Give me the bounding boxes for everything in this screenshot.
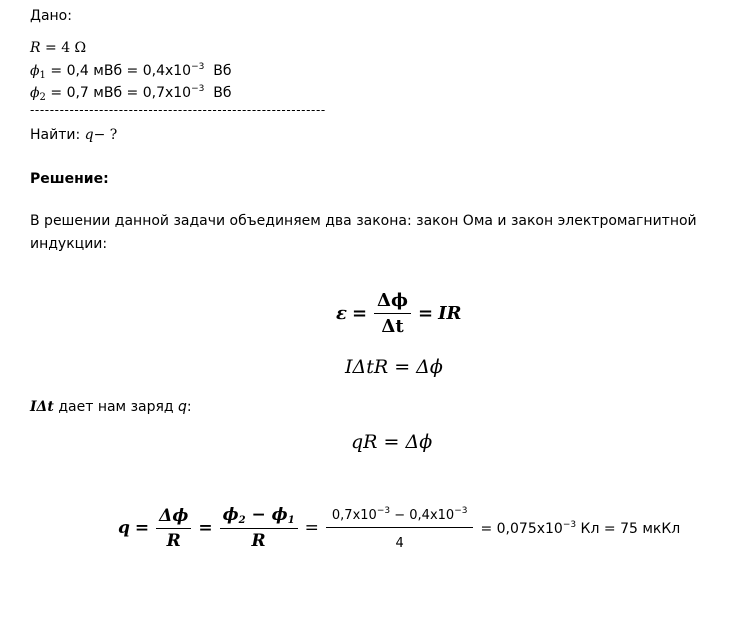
fraction-1-numerator: Δϕ — [156, 506, 191, 529]
fraction-2-numerator: $\phi_2 - \phi_1$ — [220, 505, 298, 529]
solution-paragraph-line-2: индукции: — [30, 236, 108, 252]
ohm-flux-formula: IΔtR = Δϕ — [345, 356, 443, 378]
separator-line: ------------------------------------------------------------ — [30, 103, 326, 117]
emf-fraction-numerator: Δϕ — [374, 290, 411, 314]
solution-paragraph-line-1: В решении данной задачи объединяем два закона: закон Ома и закон электромагнитной — [30, 213, 697, 229]
given-flux-2: $\phi_2 = 0,7$ мВб = $0,7x10^{-3}$ Вб — [30, 84, 232, 103]
fraction-1-denominator: R — [166, 530, 181, 551]
given-flux-1: $\phi_1 = 0,4$ мВб = $0,4x10^{-3}$ Вб — [30, 62, 232, 81]
emf-formula: ε = $\frac{\Delta\phi}{\Delta t}$ = IR — [336, 290, 462, 337]
given-resistance: R = 4 Ω — [30, 40, 87, 56]
solution-heading: Решение: — [30, 171, 109, 187]
find-line: Найти: q− ? — [30, 127, 118, 143]
final-calculation: q = $\frac{\Delta\phi}{R}$ = $\frac{\phi_2 - \phi_1}{R}$ = $\frac{0,7x10^{-3} - 0,4x10^{-3}}{4}$ = $0,075x10^{-3}$ Кл = 75 мкКл — [118, 505, 681, 551]
charge-formula: qR = Δϕ — [351, 431, 433, 453]
charge-statement: IΔt дает нам заряд q: — [30, 399, 192, 415]
emf-fraction-denominator: Δt — [381, 316, 404, 337]
given-heading: Дано: — [30, 8, 72, 24]
fraction-2-denominator: R — [251, 531, 266, 551]
final-result: = $0,075x10^{-3}$ Кл = 75 мкКл — [480, 519, 681, 537]
fraction-3-denominator: 4 — [395, 535, 404, 551]
fraction-3-numerator: $0,7x10^{-3} - 0,4x10^{-3}$ — [326, 506, 474, 528]
